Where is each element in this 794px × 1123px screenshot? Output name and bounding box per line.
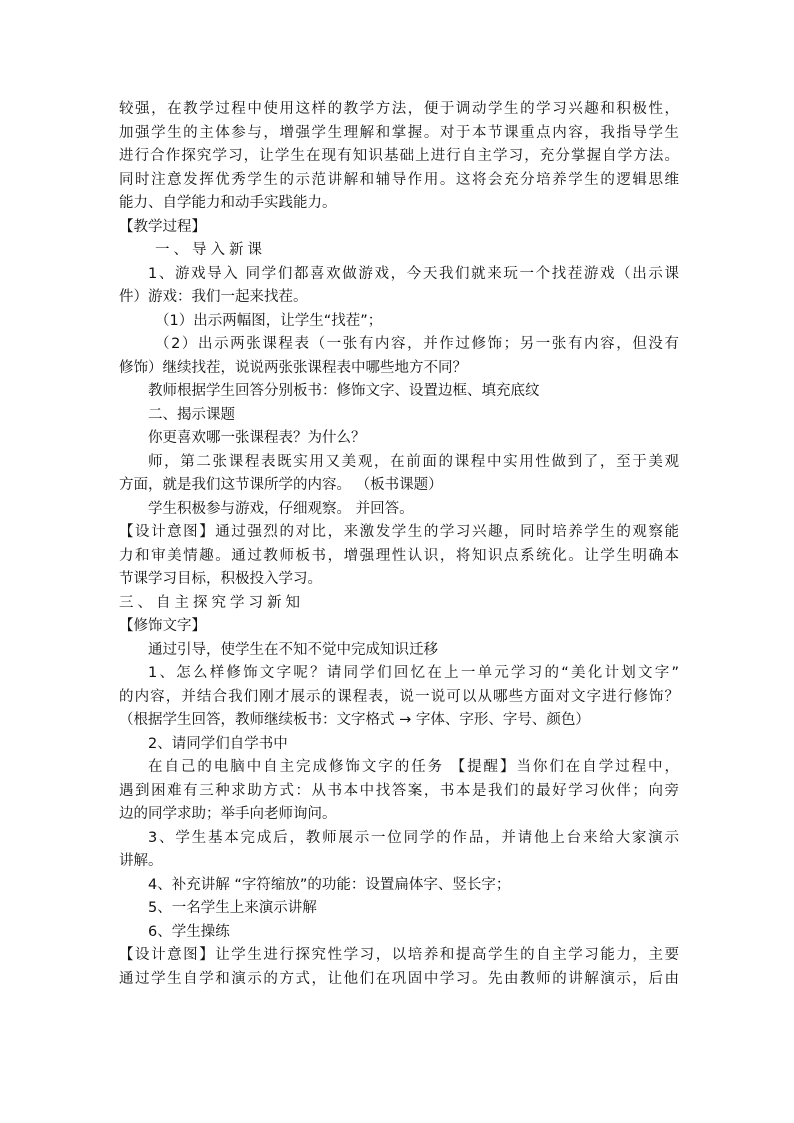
- paragraph-line: 修饰）继续找茬，说说两张张课程表中哪些地方不同？: [119, 359, 467, 376]
- paragraph-line: 学生积极参与游戏，仔细观察。 并回答。: [148, 500, 414, 517]
- paragraph-line: 能力、自学能力和动手实践能力。: [119, 195, 337, 211]
- paragraph-line: 边的同学求助；举手向老师询问。: [119, 806, 337, 822]
- design-intent-line: 【设计意图】让学生进行探究性学习，以培养和提高学生的自主学习能力，主要: [119, 947, 679, 963]
- paragraph-line: 件）游戏：我们一起来找茬。: [119, 289, 308, 305]
- paragraph-line: 讲解。: [119, 853, 163, 869]
- paragraph-line: 加强学生的主体参与，增强学生理解和掌握。对于本节课重点内容，我指导学生: [119, 124, 679, 141]
- paragraph-line: 师，第二张课程表既实用又美观，在前面的课程中实用性做到了，至于美观: [148, 453, 679, 470]
- list-item: 1、怎么样修饰文字呢？请同学们回忆在上一单元学习的“美化计划文字”: [148, 665, 679, 681]
- list-item: 6、学生操练: [148, 923, 230, 940]
- list-item: 5、一名学生上来演示讲解: [148, 900, 317, 916]
- paragraph-line: （根据学生回答，教师继续板书：文字格式 → 字体、字形、字号、颜色）: [119, 712, 590, 728]
- design-intent-line: 力和审美情趣。通过教师板书，增强理性认识，将知识点系统化。让学生明确本: [119, 547, 679, 564]
- subheading-intro: 一、导入新课: [155, 242, 266, 258]
- list-item: 2、请同学们自学书中: [148, 735, 288, 752]
- paragraph-line: 1、游戏导入 同学们都喜欢做游戏，今天我们就来玩一个找茬游戏（出示课: [148, 265, 679, 282]
- paragraph-line: 的内容，并结合我们刚才展示的课程表，说一说可以从哪些方面对文字进行修饰？: [119, 688, 679, 705]
- design-intent-line: 节课学习目标，积极投入学习。: [119, 571, 322, 587]
- paragraph-line: 同时注意发挥优秀学生的示范讲解和辅导作用。这将会充分培养学生的逻辑思维: [119, 171, 679, 188]
- paragraph-line: 遇到困难有三种求助方式：从书本中找答案，书本是我们的最好学习伙伴；向旁: [119, 782, 679, 799]
- list-item: （1）出示两幅图，让学生“找茬”；: [155, 312, 383, 329]
- paragraph-line: 通过引导，使学生在不知不觉中完成知识迁移: [148, 641, 438, 658]
- document-body: [119, 98, 679, 991]
- paragraph-line: 方面，就是我们这节课所学的内容。 （板书课题）: [119, 477, 443, 493]
- list-item: 3、学生基本完成后，教师展示一位同学的作品，并请他上台来给大家演示: [148, 829, 679, 846]
- design-intent-line: 【设计意图】通过强烈的对比，来激发学生的学习兴趣，同时培养学生的观察能: [119, 524, 679, 540]
- list-item: 4、补充讲解 “字符缩放”的功能：设置扁体字、竖长字；: [148, 876, 511, 893]
- section-heading-decorate-text: 【修饰文字】: [119, 618, 206, 634]
- paragraph-line: 在自己的电脑中自主完成修饰文字的任务 【提醒】当你们在自学过程中，: [148, 759, 679, 775]
- list-item: （2）出示两张课程表（一张有内容，并作过修饰；另一张有内容，但没有: [155, 336, 679, 352]
- subheading-reveal-topic: 二、揭示课题: [148, 406, 235, 423]
- section-heading-teaching-process: 【教学过程】: [119, 218, 206, 235]
- subheading-self-study: 三、自主探究学习新知: [119, 594, 304, 611]
- paragraph-line: 你更喜欢哪一张课程表？为什么？: [148, 430, 366, 446]
- paragraph-line: 进行合作探究学习，让学生在现有知识基础上进行自主学习，充分掌握自学方法。: [119, 148, 679, 164]
- paragraph-line: 较强，在教学过程中使用这样的教学方法，便于调动学生的学习兴趣和积极性，: [119, 101, 679, 117]
- design-intent-line: 通过学生自学和演示的方式，让他们在巩固中学习。先由教师的讲解演示，后由: [119, 970, 679, 987]
- paragraph-line: 教师根据学生回答分别板书：修饰文字、设置边框、填充底纹: [148, 383, 540, 399]
